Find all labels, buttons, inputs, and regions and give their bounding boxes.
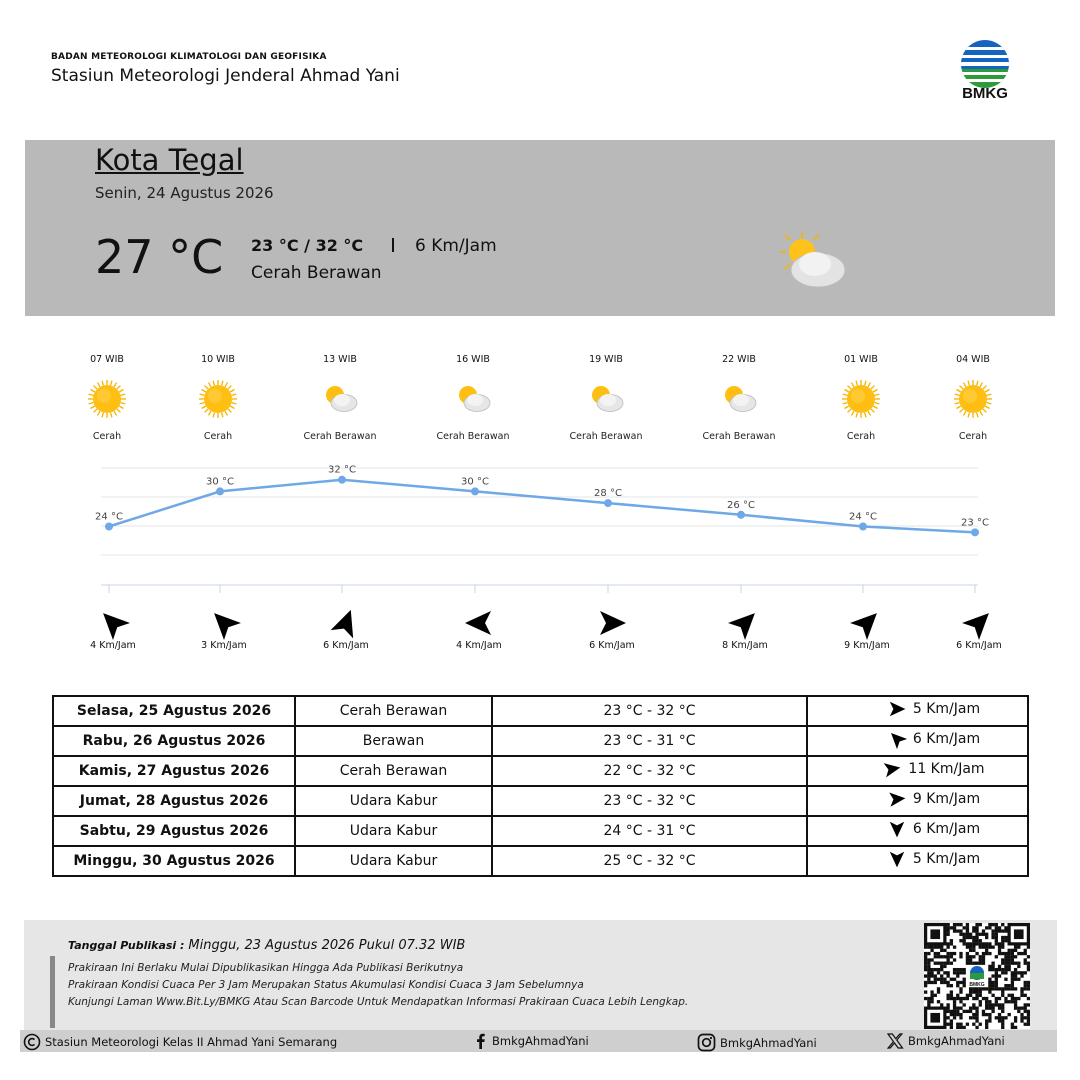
divider bbox=[392, 238, 394, 252]
current-condition: Cerah Berawan bbox=[251, 263, 382, 283]
footer-note: Kunjungi Laman Www.Bit.Ly/BMKG Atau Scan Barcode Untuk Mendapatkan Informasi Prakiraan Cuaca Lebih Lengkap. bbox=[68, 996, 689, 1008]
table-row bbox=[53, 756, 1028, 786]
sun-cloud-icon bbox=[452, 378, 494, 420]
hourly-wind-speed: 3 Km/Jam bbox=[201, 640, 247, 651]
wind-direction-icon bbox=[204, 603, 244, 643]
facebook-icon bbox=[474, 1033, 488, 1049]
hourly-wind-speed: 4 Km/Jam bbox=[90, 640, 136, 651]
hourly-time: 13 WIB bbox=[323, 354, 357, 365]
current-date: Senin, 24 Agustus 2026 bbox=[95, 184, 274, 202]
forecast-wind bbox=[807, 846, 1028, 876]
footer-accent-bar bbox=[50, 956, 55, 1028]
hourly-condition: Cerah Berawan bbox=[436, 431, 510, 442]
x-icon bbox=[887, 1033, 904, 1049]
instagram-link[interactable] bbox=[697, 1033, 817, 1052]
org-name: BADAN METEOROLOGI KLIMATOLOGI DAN GEOFISIKA bbox=[51, 52, 327, 62]
hourly-condition: Cerah Berawan bbox=[569, 431, 643, 442]
temperature-data-label: 30 °C bbox=[461, 476, 489, 488]
temperature-point bbox=[471, 487, 479, 495]
hourly-wind-speed: 6 Km/Jam bbox=[956, 640, 1002, 651]
temperature-point bbox=[216, 487, 224, 495]
x-link[interactable] bbox=[887, 1033, 1005, 1049]
forecast-temperature: 25 °C - 32 °C bbox=[492, 846, 807, 876]
forecast-day: Selasa, 25 Agustus 2026 bbox=[53, 696, 295, 726]
publication-value: Minggu, 23 Agustus 2026 Pukul 07.32 WIB bbox=[188, 938, 466, 953]
copyright bbox=[23, 1033, 337, 1051]
forecast-condition: Udara Kabur bbox=[295, 786, 492, 816]
sun-icon bbox=[86, 378, 128, 420]
copyright-icon bbox=[23, 1033, 41, 1051]
wind-direction-icon bbox=[885, 727, 909, 751]
forecast-condition: Berawan bbox=[295, 726, 492, 756]
forecast-wind bbox=[807, 756, 1028, 786]
hourly-time: 04 WIB bbox=[956, 354, 990, 365]
table-row bbox=[53, 786, 1028, 816]
x-handle: BmkgAhmadYani bbox=[908, 1034, 1005, 1048]
forecast-condition: Cerah Berawan bbox=[295, 756, 492, 786]
wind-direction-icon bbox=[885, 787, 909, 811]
instagram-handle: BmkgAhmadYani bbox=[720, 1035, 817, 1050]
forecast-day: Sabtu, 29 Agustus 2026 bbox=[53, 816, 295, 846]
wind-direction-icon bbox=[959, 603, 999, 643]
forecast-wind bbox=[807, 696, 1028, 726]
sun-icon bbox=[197, 378, 239, 420]
table-row bbox=[53, 816, 1028, 846]
forecast-temperature: 23 °C - 32 °C bbox=[492, 696, 807, 726]
temperature-point bbox=[859, 523, 867, 531]
wind-direction-icon bbox=[592, 603, 632, 643]
wind-direction-icon bbox=[847, 603, 887, 643]
sun-cloud-icon bbox=[778, 230, 850, 292]
hourly-condition: Cerah bbox=[958, 431, 988, 442]
forecast-temperature: 24 °C - 31 °C bbox=[492, 816, 807, 846]
forecast-wind-speed: 6 Km/Jam bbox=[912, 731, 981, 747]
forecast-temperature: 22 °C - 32 °C bbox=[492, 756, 807, 786]
current-temperature: 27 °C bbox=[95, 230, 224, 284]
hourly-time: 16 WIB bbox=[456, 354, 490, 365]
table-row bbox=[53, 726, 1028, 756]
city-name: Kota Tegal bbox=[95, 143, 244, 177]
hourly-condition: Cerah Berawan bbox=[303, 431, 377, 442]
sun-cloud-icon bbox=[718, 378, 760, 420]
hourly-time: 01 WIB bbox=[844, 354, 878, 365]
hourly-wind-speed: 9 Km/Jam bbox=[844, 640, 890, 651]
sun-cloud-icon bbox=[319, 378, 361, 420]
wind-direction-icon bbox=[459, 603, 499, 643]
temperature-data-label: 30 °C bbox=[206, 476, 234, 488]
hourly-wind-speed: 6 Km/Jam bbox=[323, 640, 369, 651]
temperature-data-label: 32 °C bbox=[328, 464, 356, 476]
sun-icon bbox=[952, 378, 994, 420]
svg-text:BMKG: BMKG bbox=[969, 982, 985, 988]
hourly-condition: Cerah bbox=[92, 431, 122, 442]
forecast-condition: Udara Kabur bbox=[295, 816, 492, 846]
wind-direction-icon bbox=[93, 603, 133, 643]
wind-direction-icon bbox=[885, 697, 909, 721]
forecast-wind bbox=[807, 816, 1028, 846]
publication-label: Tanggal Publikasi : bbox=[68, 939, 185, 952]
forecast-day: Rabu, 26 Agustus 2026 bbox=[53, 726, 295, 756]
instagram-icon bbox=[697, 1033, 716, 1052]
temperature-data-label: 24 °C bbox=[849, 511, 877, 523]
facebook-link[interactable] bbox=[474, 1033, 589, 1049]
sun-icon bbox=[840, 378, 882, 420]
wind-direction-icon bbox=[880, 757, 904, 781]
wind-direction-icon bbox=[885, 817, 909, 841]
temperature-point bbox=[971, 528, 979, 536]
forecast-day: Kamis, 27 Agustus 2026 bbox=[53, 756, 295, 786]
table-row bbox=[53, 696, 1028, 726]
forecast-condition: Udara Kabur bbox=[295, 846, 492, 876]
temperature-point bbox=[604, 499, 612, 507]
forecast-wind-speed: 6 Km/Jam bbox=[912, 821, 981, 837]
table-row bbox=[53, 846, 1028, 876]
temperature-data-label: 23 °C bbox=[961, 517, 989, 529]
hourly-wind-speed: 6 Km/Jam bbox=[589, 640, 635, 651]
facebook-handle: BmkgAhmadYani bbox=[492, 1034, 589, 1048]
footer-note: Prakiraan Ini Berlaku Mulai Dipublikasikan Hingga Ada Publikasi Berikutnya bbox=[68, 962, 464, 974]
hourly-time: 10 WIB bbox=[201, 354, 235, 365]
forecast-temperature: 23 °C - 32 °C bbox=[492, 786, 807, 816]
sun-cloud-icon bbox=[585, 378, 627, 420]
qr-code[interactable] bbox=[924, 923, 1030, 1029]
temperature-data-label: 28 °C bbox=[594, 488, 622, 500]
hourly-condition: Cerah Berawan bbox=[702, 431, 776, 442]
forecast-wind-speed: 9 Km/Jam bbox=[912, 791, 981, 807]
wind-direction-icon bbox=[725, 603, 765, 643]
forecast-wind-speed: 11 Km/Jam bbox=[908, 761, 985, 777]
publication-date bbox=[68, 937, 465, 953]
hourly-time: 22 WIB bbox=[722, 354, 756, 365]
hourly-condition: Cerah bbox=[203, 431, 233, 442]
hourly-wind-speed: 8 Km/Jam bbox=[722, 640, 768, 651]
bmkg-logo-text: BMKG bbox=[962, 85, 1008, 102]
copyright-text: Stasiun Meteorologi Kelas II Ahmad Yani Semarang bbox=[45, 1035, 338, 1049]
forecast-wind bbox=[807, 786, 1028, 816]
station-name: Stasiun Meteorologi Jenderal Ahmad Yani bbox=[51, 66, 400, 86]
forecast-wind-speed: 5 Km/Jam bbox=[912, 851, 981, 867]
temperature-point bbox=[105, 523, 113, 531]
wind-direction-icon bbox=[885, 847, 909, 871]
current-wind-speed: 6 Km/Jam bbox=[415, 236, 497, 256]
hourly-time: 19 WIB bbox=[589, 354, 623, 365]
forecast-day: Minggu, 30 Agustus 2026 bbox=[53, 846, 295, 876]
forecast-day: Jumat, 28 Agustus 2026 bbox=[53, 786, 295, 816]
footer-note: Prakiraan Kondisi Cuaca Per 3 Jam Merupakan Status Akumulasi Kondisi Cuaca 3 Jam Sebelumnya bbox=[68, 979, 584, 991]
forecast-wind bbox=[807, 726, 1028, 756]
temperature-line-chart bbox=[95, 460, 990, 595]
hourly-wind-speed: 4 Km/Jam bbox=[456, 640, 502, 651]
temperature-point bbox=[737, 511, 745, 519]
min-max-temperature: 23 °C / 32 °C bbox=[251, 236, 364, 255]
temperature-data-label: 24 °C bbox=[95, 511, 123, 523]
wind-direction-icon bbox=[326, 603, 366, 643]
temperature-data-label: 26 °C bbox=[727, 499, 755, 511]
hourly-time: 07 WIB bbox=[90, 354, 124, 365]
forecast-temperature: 23 °C - 31 °C bbox=[492, 726, 807, 756]
forecast-wind-speed: 5 Km/Jam bbox=[912, 701, 981, 717]
daily-forecast-table bbox=[52, 695, 1029, 877]
forecast-condition: Cerah Berawan bbox=[295, 696, 492, 726]
temperature-series-line bbox=[109, 480, 975, 533]
temperature-point bbox=[338, 476, 346, 484]
hourly-condition: Cerah bbox=[846, 431, 876, 442]
